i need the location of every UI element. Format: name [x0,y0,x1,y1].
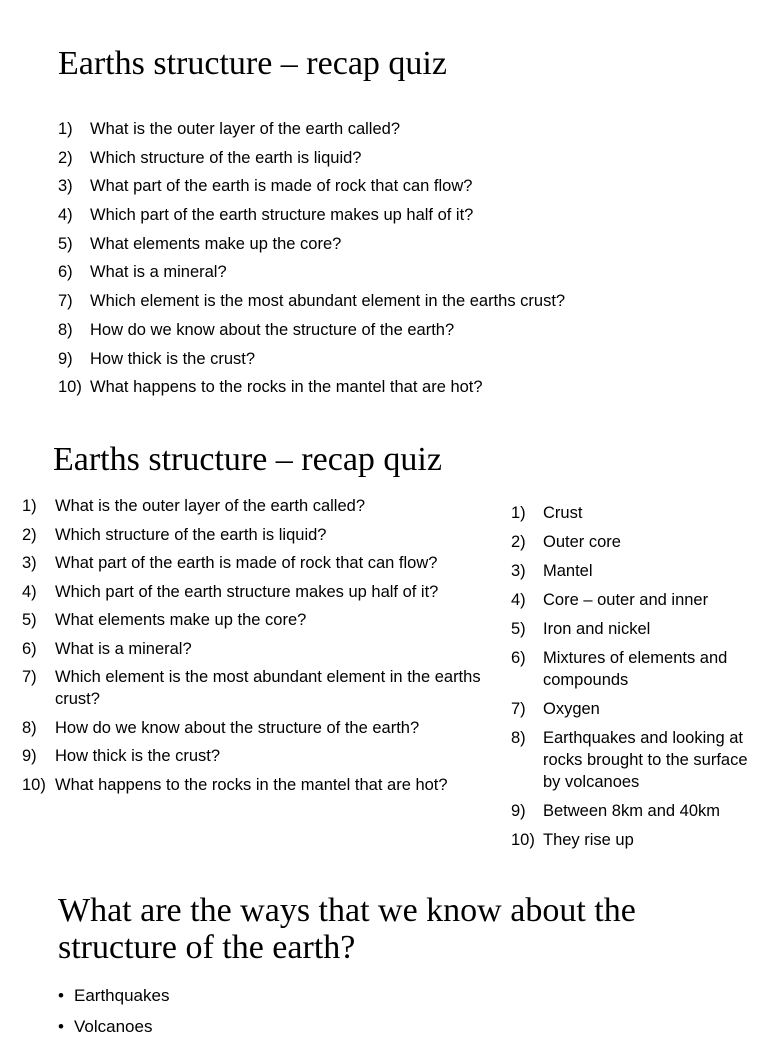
question-number: 5) [58,234,73,253]
question-item [58,147,738,176]
question-item [58,204,738,233]
question-text: Which part of the earth structure makes up half of it? [55,582,439,601]
answer-item [511,647,761,691]
question-number: 1) [22,497,37,515]
question-item [22,745,482,767]
question-text: How do we know about the structure of the earth? [90,320,455,339]
answer-text: Oxygen [543,700,600,718]
question-text: What happens to the rocks in the mantel that are hot? [90,378,483,397]
question-text: Which element is the most abundant element in the earths crust? [90,292,566,311]
answer-text: They rise up [543,831,634,849]
question-list [58,118,738,405]
question-number: 1) [58,120,73,138]
question-text: How thick is the crust? [55,747,221,765]
answer-text: Iron and nickel [543,620,651,638]
answer-item [511,589,761,611]
question-text: How thick is the crust? [90,349,256,368]
question-number: 9) [58,349,73,368]
answer-item [511,727,761,793]
question-number: 6) [58,263,73,282]
question-text: How do we know about the structure of the earth? [55,718,420,737]
bullet-text: Earthquakes [74,986,170,1005]
bullet-item [58,985,169,1007]
question-text: Which structure of the earth is liquid? [90,148,362,167]
question-item [22,552,482,574]
question-text: Which element is the most abundant element in the earths crust? [55,668,481,708]
question-number: 9) [22,747,37,765]
question-text: What is the outer layer of the earth called? [90,120,401,138]
answer-item [511,800,761,822]
question-item [22,666,482,710]
answer-text: Between 8km and 40km [543,802,721,820]
question-number: 4) [58,206,73,225]
question-number: 5) [22,611,37,629]
question-item [58,290,738,319]
question-number: 8) [22,718,37,737]
question-item [22,524,482,546]
bullet-text: Volcanoes [74,1017,153,1036]
bullet-icon: • [58,1017,64,1036]
question-text: What part of the earth is made of rock that can flow? [90,177,473,196]
question-item [22,495,482,517]
answer-text: Earthquakes and looking at rocks brought to the surface by volcanoes [543,729,748,791]
question-number: 6) [22,639,37,658]
question-text: What is a mineral? [90,263,227,282]
answer-number: 8) [511,729,526,747]
answer-text: Outer core [543,533,621,551]
quiz-title: Earths structure – recap quiz [58,45,447,82]
question-item [58,319,738,348]
question-number: 4) [22,582,37,601]
bullet-list [58,985,169,1047]
question-text: What elements make up the core? [55,611,307,629]
question-item [58,175,738,204]
question-item [22,717,482,739]
answer-item [511,618,761,640]
question-text: Which part of the earth structure makes up half of it? [90,206,474,225]
answer-number: 10) [511,831,535,849]
question-number: 10) [58,378,82,397]
question-item [58,233,738,262]
question-number: 8) [58,320,73,339]
question-text: What part of the earth is made of rock that can flow? [55,554,438,572]
answer-number: 4) [511,591,526,609]
answer-text: Crust [543,504,583,522]
question-text: What elements make up the core? [90,234,342,253]
question-text: Which structure of the earth is liquid? [55,525,327,544]
question-item [22,638,482,660]
bullet-item [58,1016,169,1038]
question-number: 7) [58,292,73,311]
question-item [58,261,738,290]
question-item [58,118,738,147]
answer-item [511,698,761,720]
question-list [22,495,482,802]
question-number: 7) [22,668,37,686]
answer-number: 5) [511,620,526,638]
bullet-icon: • [58,986,64,1005]
section-heading: What are the ways that we know about the structure of the earth? [58,892,636,966]
answer-item [511,829,761,851]
answer-number: 7) [511,700,526,718]
answer-number: 1) [511,504,526,522]
answer-text: Mantel [543,562,593,580]
answer-number: 6) [511,649,526,667]
question-item [58,376,738,405]
answer-list [511,502,761,858]
question-text: What happens to the rocks in the mantel that are hot? [55,775,448,794]
answer-number: 2) [511,533,526,551]
question-item [22,609,482,631]
question-item [58,348,738,377]
answer-item [511,560,761,582]
quiz-answers-title: Earths structure – recap quiz [53,441,442,478]
answer-text: Core – outer and inner [543,591,709,609]
answer-number: 3) [511,562,526,580]
answer-text: Mixtures of elements and compounds [543,649,728,689]
question-text: What is a mineral? [55,639,192,658]
answer-item [511,531,761,553]
question-item [22,774,482,796]
question-number: 10) [22,775,46,794]
question-number: 3) [58,177,73,196]
answer-item [511,502,761,524]
question-number: 3) [22,554,37,572]
answer-number: 9) [511,802,526,820]
question-number: 2) [58,148,73,167]
question-item [22,581,482,603]
question-text: What is the outer layer of the earth called? [55,497,366,515]
question-number: 2) [22,525,37,544]
